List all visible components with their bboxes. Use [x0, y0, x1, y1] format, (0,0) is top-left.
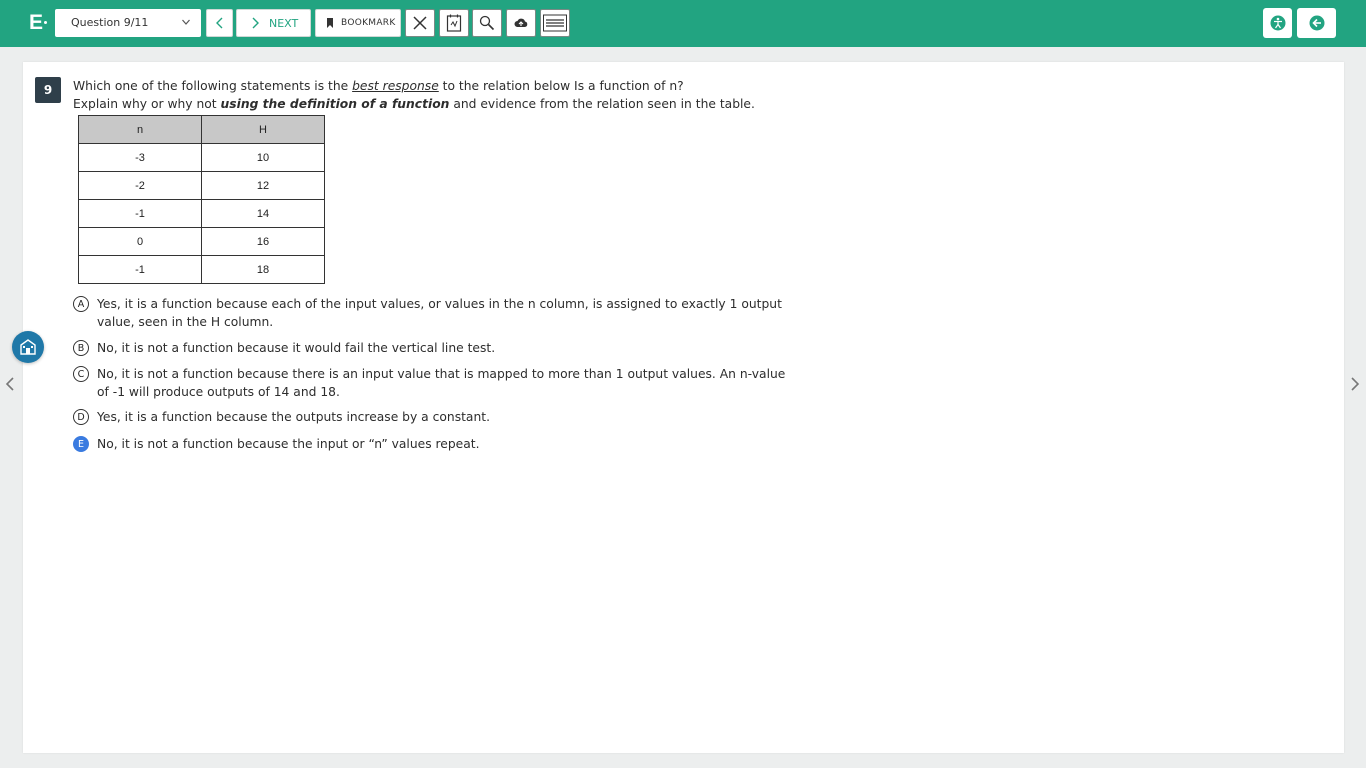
table-row [79, 256, 325, 284]
option-d-bubble[interactable]: D [73, 409, 89, 425]
table-cell: -2 [79, 172, 202, 200]
option-b-bubble[interactable]: B [73, 340, 89, 356]
table-header-n: n [79, 116, 202, 144]
stem-line-1: Which one of the following statements is the best response to the relation below Is a function of n? [73, 79, 684, 93]
bookmark-button[interactable] [315, 9, 401, 37]
menu-button[interactable] [540, 9, 570, 37]
chevron-right-icon [251, 17, 259, 29]
magnifier-icon [479, 15, 495, 31]
option-c-bubble[interactable]: C [73, 366, 89, 382]
logo-dot [44, 21, 47, 24]
chevron-right-icon[interactable] [1350, 376, 1360, 392]
accessibility-icon [1270, 15, 1286, 31]
option-a-text: Yes, it is a function because each of the input values, or values in the n column, is assigned to exactly 1 output value, seen in the H column. [97, 297, 782, 329]
option-b-text: No, it is not a function because it would fail the vertical line test. [97, 341, 496, 355]
exit-icon [1309, 15, 1325, 31]
table-header-h: H [202, 116, 325, 144]
calculator-button[interactable] [439, 9, 469, 37]
exit-button[interactable] [1297, 8, 1336, 38]
table-header-row [79, 116, 325, 144]
option-a-bubble[interactable]: A [73, 296, 89, 312]
table-cell: 10 [202, 144, 325, 172]
magnifier-button[interactable] [472, 9, 502, 37]
chevron-down-icon [181, 17, 191, 27]
table-cell: 18 [202, 256, 325, 284]
table-row [79, 200, 325, 228]
question-select[interactable] [55, 9, 201, 37]
table-cell: 0 [79, 228, 202, 256]
app-logo: E [29, 11, 44, 34]
stem-best-response: best response [352, 79, 439, 93]
next-label: NEXT [269, 16, 299, 30]
question-number-badge: 9 [35, 77, 61, 103]
table-cell: 16 [202, 228, 325, 256]
close-icon [413, 16, 427, 30]
table-cell: 12 [202, 172, 325, 200]
accessibility-button[interactable] [1263, 8, 1292, 38]
top-toolbar [0, 0, 1366, 47]
stem-definition: using the definition of a function [220, 97, 450, 111]
option-c-text: No, it is not a function because there is an input value that is mapped to more than 1 output values. An n-value of -1 will produce outputs of 14 and 18. [97, 367, 786, 399]
school-help-icon [19, 339, 37, 355]
stem-line-2: Explain why or why not using the definition of a function and evidence from the relation seen in the table. [73, 97, 755, 111]
table-row [79, 228, 325, 256]
menu-icon [543, 14, 567, 32]
relation-table [78, 115, 325, 284]
option-d-text: Yes, it is a function because the outputs increase by a constant. [97, 410, 490, 424]
table-row [79, 144, 325, 172]
next-button[interactable] [236, 9, 311, 37]
chevron-left-icon [215, 17, 225, 29]
cloud-upload-button[interactable] [506, 9, 536, 37]
previous-button[interactable] [206, 9, 233, 37]
chevron-left-icon[interactable] [5, 376, 15, 392]
table-cell: -3 [79, 144, 202, 172]
option-e-bubble-selected[interactable]: E [73, 436, 89, 452]
question-select-value: Question 9/11 [71, 16, 149, 29]
help-button[interactable] [12, 331, 44, 363]
bookmark-icon [326, 18, 334, 28]
calculator-icon [446, 14, 462, 32]
question-stem [73, 77, 755, 113]
table-cell: -1 [79, 200, 202, 228]
close-tool-button[interactable] [405, 9, 435, 37]
table-cell: 14 [202, 200, 325, 228]
table-row [79, 172, 325, 200]
option-e-text: No, it is not a function because the input or “n” values repeat. [97, 437, 480, 451]
table-cell: -1 [79, 256, 202, 284]
cloud-upload-icon [514, 17, 528, 29]
bookmark-label: BOOKMARK [341, 18, 396, 28]
